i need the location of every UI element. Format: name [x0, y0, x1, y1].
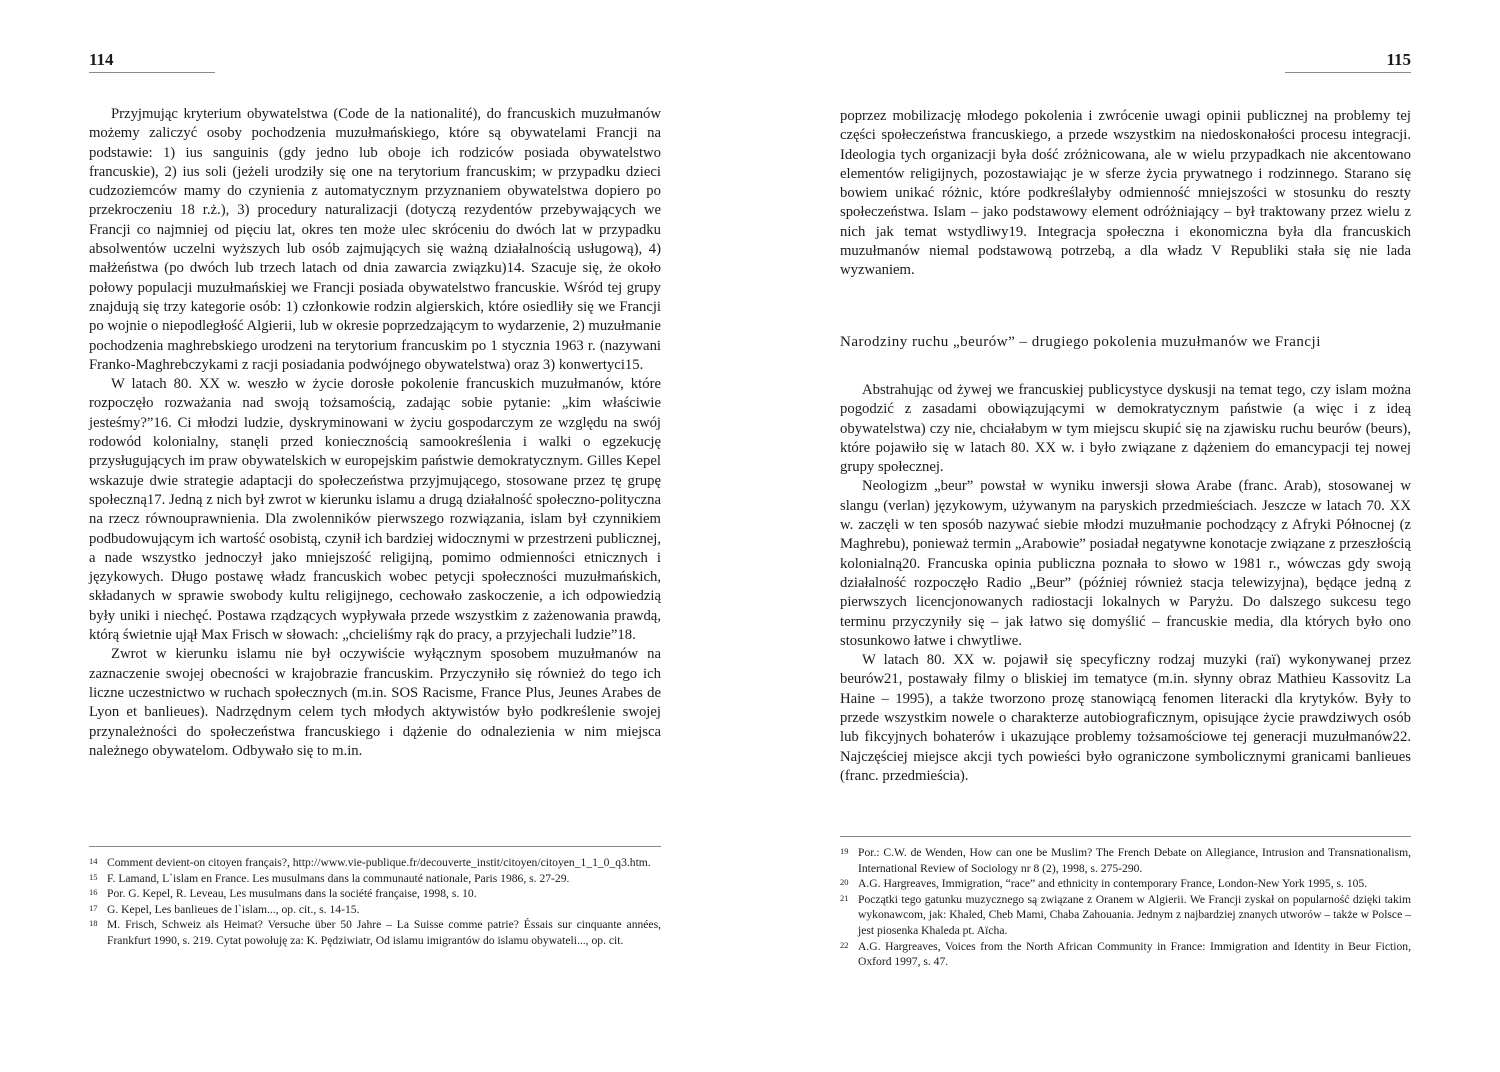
paragraph: W latach 80. XX w. weszło w życie dorosłe pokolenie francuskich muzułmanów, które rozpoczęło rozważania nad swoją tożsamością, zadając sobie pytanie: „kim właściwie jesteśmy?”16. Ci młodzi ludzie, dyskryminowani w życiu gospodarczym ze względu na swój rodowód kolonialny, stanęli przed koniecznością samookreślenia i walki o egzekucję przysługujących im praw obywatelskich w europejskim państwie demokratycznym. Gilles Kepel wskazuje dwie strategie adaptacji do społeczeństwa przyjmującego, stosowane przez tę grupę społeczną17. Jedną z nich był zwrot w kierunku islamu a drugą działalność społeczno-polityczna na rzecz równouprawnienia. Dla zwolenników pierwszego rozwiązania, islam był czynnikiem podbudowującym ich wartość osobistą, czynił ich bardziej widocznymi w przestrzeni publicznej, a nade wszystko jednoczył jako mniejszość religijną, pomimo odmienności etnicznych i językowych. Długo postawę władz francuskich wobec petycji społeczności muzułmańskich, składanych w sprawie swobody kultu religijnego, cechowało zaskoczenie, a ich odpowiedzią były uniki i niechęć. Postawa rządzących wypływała przede wszystkim z zażenowania prawdą, którą świetnie ujął Max Frisch w słowach: „chcieliśmy rąk do pracy, a przyjechali ludzie”18.: [89, 376, 661, 644]
page-number: 115: [1386, 50, 1411, 69]
footnote-text: F. Lamand, L`islam en France. Les musulmans dans la communauté nationale, Paris 1986, s. 27-29.: [107, 871, 570, 885]
footnote: [89, 917, 661, 948]
paragraph: Przyjmując kryterium obywatelstwa (Code de la nationalité), do francuskich muzułmanów możemy zaliczyć osoby pochodzenia muzułmańskiego, które są obywatelami Francji na podstawie: 1) ius sanguinis (gdy jedno lub oboje ich rodziców posiada obywatelstwo francuskie), 2) ius soli (jeżeli urodziły się one na terytorium francuskim; w przypadku dzieci cudzoziemców mamy do czynienia z automatycznym przyznaniem obywatelstwa dopiero po przekroczeniu 18 r.ż.), 3) procedury naturalizacji (dotyczą rezydentów przebywających we Francji co najmniej od pięciu lat, okres ten może ulec skróceniu do dwóch lat w przypadku absolwentów uczelni wyższych lub osób zajmujących się ważną działalnością usługową), 4) małżeństwa (po dwóch lub trzech latach od dnia zawarcia związku)14. Szacuje się, że około połowy populacji muzułmańskiej we Francji posiada obywatelstwo francuskie. Wśród tej grupy znajdują się trzy kategorie osób: 1) członkowie rodzin algierskich, które osiedliły się we Francji po wojnie o niepodległość Algierii, lub w okresie poprzedzającym to wydarzenie, 2) muzułmanie pochodzenia maghrebskiego urodzeni na terytorium francuskim po 1 stycznia 1963 r. (nazywani Franko-Maghrebczykami z racji posiadania podwójnego obywatelstwa) oraz 3) konwertyci15.: [89, 106, 661, 373]
footnotes: [89, 855, 661, 949]
footnote-number: 14: [89, 856, 98, 866]
footnote-text: A.G. Hargreaves, Immigration, “race” and ethnicity in contemporary France, London-New York 1995, s. 105.: [858, 877, 1368, 891]
footnote-number: 17: [89, 902, 98, 913]
page-number: 114: [89, 50, 114, 69]
paragraph: W latach 80. XX w. pojawił się specyficzny rodzaj muzyki (raï) wykonywanej przez beurów21, postawały filmy o bliskiej im tematyce (m.in. słynny obraz Mathieu Kassovitz La Haine – 1995), a także tworzono prozę stanowiącą fenomen literacki dla krytyków. Były to przede wszystkim nowele o charakterze autobiograficznym, opisujące życie prawdziwych osób lub fikcyjnych bohaterów i ukazujące problemy tożsamościowe tej generacji muzułmanów22. Najczęściej miejsce akcji tych powieści było ograniczone symbolicznymi granicami banlieues (franc. przedmieścia).: [840, 652, 1411, 784]
footnote-text: Początki tego gatunku muzycznego są związane z Oranem w Algierii. We Francji zyskał on popularność dzięki takim wykonawcom, jak: Khaled, Cheb Mami, Chaba Zahouania. Jednym z najbardziej znanych utworów – także w Polsce – jest piosenka Khaleda pt. Aïcha.: [858, 892, 1411, 937]
footnote: [89, 855, 661, 871]
main-text: [89, 105, 661, 761]
footnote-number: 18: [89, 918, 98, 929]
footnote-number: 19: [840, 846, 849, 856]
footnote: [840, 892, 1411, 939]
footnote: [840, 939, 1411, 970]
footnote-link[interactable]: Comment devient-on citoyen français?, http://www.vie-publique.fr/decouverte_instit/citoyen/citoyen_1_1_0_q3.htm.: [107, 856, 651, 869]
footnote-number: 22: [840, 939, 849, 950]
footnotes: [840, 845, 1411, 970]
paragraph: Abstrahując od żywej we francuskiej publicystyce dyskusji na temat tego, czy islam można pogodzić z zasadami obowiązującymi w demokratycznym państwie (a więc i z ideą obywatelstwa) czy nie, chciałabym w tym miejscu skupić się na zjawisku ruchu beurów (beurs), które pojawiło się w latach 80. XX w. i było związane z dążeniem do emancypacji tej nowej grupy społecznej.: [840, 382, 1411, 476]
footnote: [89, 902, 661, 918]
footnote: [840, 845, 1411, 876]
header-rule: [89, 72, 215, 73]
section-heading: Narodziny ruchu „beurów” – drugiego pokolenia muzułmanów we Francji: [840, 334, 1321, 350]
footnote-text: G. Kepel, Les banlieues de l`islam..., op. cit., s. 14-15.: [107, 902, 360, 916]
paragraph: poprzez mobilizację młodego pokolenia i zwrócenie uwagi opinii publicznej na problemy tej części społeczeństwa francuskiego, a przede wszystkim na niedoskonałości procesu integracji. Ideologia tych organizacji była dość zróżnicowana, ale w wielu przypadkach nie akcentowano elementów religijnych, pozostawiając je w sferze życia prywatnego i rodzinnego. Starano się bowiem unikać różnic, które podkreślałyby odmienność mniejszości w stosunku do reszty społeczeństwa. Islam – jako podstawowy element odróżniający – był traktowany przez wielu z nich jak temat wstydliwy19. Integracja społeczna i ekonomiczna była dla francuskich muzułmanów niemal podstawową potrzebą, a dla władz V Republiki stała się nie lada wyzwaniem.: [840, 108, 1411, 279]
header-rule: [1285, 72, 1411, 73]
footnote-number: 20: [840, 877, 849, 888]
footnote-rule: [840, 836, 1411, 837]
footnote: [840, 876, 1411, 892]
main-text: [840, 107, 1411, 281]
footnote: [89, 886, 661, 902]
paragraph: Zwrot w kierunku islamu nie był oczywiście wyłącznym sposobem muzułmanów na zaznaczenie swojej obecności w krajobrazie francuskim. Przyczyniło się również do tego ich liczne uczestnictwo w ruchach społecznych (m.in. SOS Racisme, France Plus, Jeunes Arabes de Lyon et banlieues). Nadrzędnym celem tych młodych aktywistów było podkreślenie swojej przynależności do społeczeństwa francuskiego i dążenie do odnalezienia w nim miejsca należnego obywatelom. Odbywało się to m.in.: [89, 646, 661, 759]
footnote-number: 15: [89, 871, 98, 882]
footnote-text: M. Frisch, Schweiz als Heimat? Versuche über 50 Jahre – La Suisse comme patrie? Éssais sur cinquante années, Frankfurt 1990, s. 219. Cytat powołuję za: K. Pędziwiatr, Od islamu imigrantów do islamu obywateli..., op. cit.: [107, 918, 661, 947]
footnote-text: Por.: C.W. de Wenden, How can one be Muslim? The French Debate on Allegiance, Intrusion and Transnationalism, International Review of Sociology nr 8 (2), 1998, s. 275-290.: [858, 846, 1411, 875]
footnote-number: 21: [840, 892, 849, 903]
footnote-text: A.G. Hargreaves, Voices from the North African Community in France: Immigration and Identity in Beur Fiction, Oxford 1997, s. 47.: [858, 939, 1411, 969]
right-page: [750, 0, 1500, 1072]
footnote: [89, 871, 661, 887]
footnote-text: Por. G. Kepel, R. Leveau, Les musulmans dans la société française, 1998, s. 10.: [107, 887, 477, 901]
footnote-number: 16: [89, 887, 98, 898]
section-text: [840, 381, 1411, 786]
paragraph: Neologizm „beur” powstał w wyniku inwersji słowa Arabe (franc. Arab), stosowanej w slangu (verlan) językowym, używanym na paryskich przedmieściach. Jeszcze w latach 70. XX w. zaczęli w ten sposób nazywać siebie młodzi muzułmanie pochodzący z Afryki Północnej (z Maghrebu), ponieważ termin „Arabowie” posiadał negatywne konotacje związane z przeszłością kolonialną20. Francuska opinia publiczna poznała to słowo w 1981 r., wówczas gdy swoją działalność rozpoczęło Radio „Beur” (później również stacja telewizyjna), będące jedną z pierwszych licencjonowanych radiostacji lokalnych w Paryżu. Do dalszego sukcesu tego terminu przyczyniły się – jak łatwo się domyślić – francuskie media, dla których było ono stosunkowo łatwe i chwytliwe.: [840, 478, 1411, 649]
footnote-rule: [89, 846, 661, 847]
